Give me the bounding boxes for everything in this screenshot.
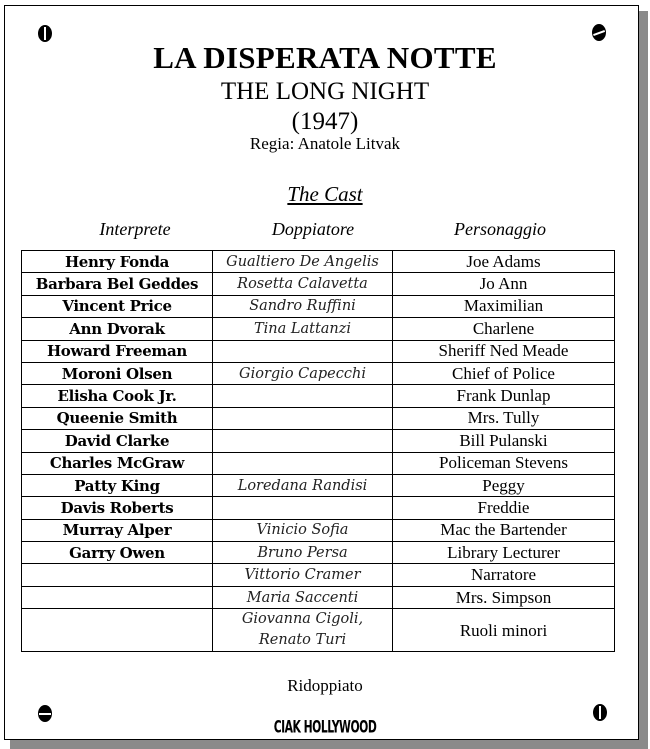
character-cell: Frank Dunlap [393,385,615,407]
original-title: THE LONG NIGHT [220,78,430,105]
table-row [22,385,615,407]
table-row [22,430,615,452]
character-cell: Library Lecturer [393,542,615,564]
dubber-cell: Tina Lattanzi [213,318,393,340]
dubber-cell: Giorgio Capecchi [213,362,393,384]
dubber-cell: Vittorio Cramer [213,564,393,586]
actor-cell: Barbara Bel Geddes [22,273,213,295]
dubber-cell [213,407,393,429]
dubber-cell [213,609,393,652]
column-header-dubber: Doppiatore [271,219,355,239]
table-row [22,497,615,519]
actor-cell: Vincent Price [22,295,213,317]
character-cell: Joe Adams [393,251,615,273]
cast-heading [0,182,650,207]
dubber-cell [213,452,393,474]
dubber-cell: Sandro Ruffini [213,295,393,317]
dubber-cell: Loredana Randisi [213,474,393,496]
actor-cell [22,609,213,652]
actor-cell [22,586,213,608]
character-cell: Freddie [393,497,615,519]
screw-icon [592,24,606,41]
column-header-actor: Interprete [99,219,171,239]
table-row [22,273,615,295]
redub-note: Ridoppiato [287,676,363,695]
actor-cell: Garry Owen [22,542,213,564]
character-cell: Ruoli minori [393,609,615,652]
table-row [22,295,615,317]
table-row [22,251,615,273]
dubber-cell [213,340,393,362]
character-cell: Jo Ann [393,273,615,295]
character-cell: Mrs. Tully [393,407,615,429]
actor-cell: Moroni Olsen [22,362,213,384]
character-cell: Mrs. Simpson [393,586,615,608]
actor-cell: Murray Alper [22,519,213,541]
dubber-cell: Bruno Persa [213,542,393,564]
character-cell: Peggy [393,474,615,496]
actor-cell: Howard Freeman [22,340,213,362]
movie-title: LA DISPERATA NOTTE [153,40,497,75]
character-cell: Mac the Bartender [393,519,615,541]
dubber-line: Giovanna Cigoli, [241,611,364,628]
ciak-hollywood-logo: CIAK HOLLYWOOD [273,717,377,737]
dubber-cell [213,497,393,519]
cast-table [21,250,615,652]
dubber-cell [213,430,393,452]
actor-cell: Patty King [22,474,213,496]
character-cell: Charlene [393,318,615,340]
table-row [22,586,615,608]
character-cell: Chief of Police [393,362,615,384]
actor-cell [22,564,213,586]
dubber-cell [213,385,393,407]
character-cell: Maximilian [393,295,615,317]
character-cell: Narratore [393,564,615,586]
table-row [22,609,615,652]
table-row [22,452,615,474]
table-row [22,340,615,362]
table-row [22,474,615,496]
actor-cell: Davis Roberts [22,497,213,519]
column-header-character: Personaggio [454,219,546,239]
dubber-cell: Maria Saccenti [213,586,393,608]
table-row [22,318,615,340]
actor-cell: Charles McGraw [22,452,213,474]
cast-heading-text: The Cast [287,182,363,206]
character-cell: Bill Pulanski [393,430,615,452]
dubber-cell: Vinicio Sofia [213,519,393,541]
table-row [22,519,615,541]
director-credit: Regia: Anatole Litvak [249,134,401,153]
actor-cell: David Clarke [22,430,213,452]
actor-cell: Henry Fonda [22,251,213,273]
actor-cell: Elisha Cook Jr. [22,385,213,407]
table-row [22,362,615,384]
dubber-line: Renato Turi [258,632,347,649]
table-row [22,542,615,564]
table-row [22,407,615,429]
actor-cell: Queenie Smith [22,407,213,429]
dubber-cell: Gualtiero De Angelis [213,251,393,273]
dubber-cell: Rosetta Calavetta [213,273,393,295]
table-row [22,564,615,586]
character-cell: Sheriff Ned Meade [393,340,615,362]
release-year: (1947) [291,108,359,135]
actor-cell: Ann Dvorak [22,318,213,340]
character-cell: Policeman Stevens [393,452,615,474]
